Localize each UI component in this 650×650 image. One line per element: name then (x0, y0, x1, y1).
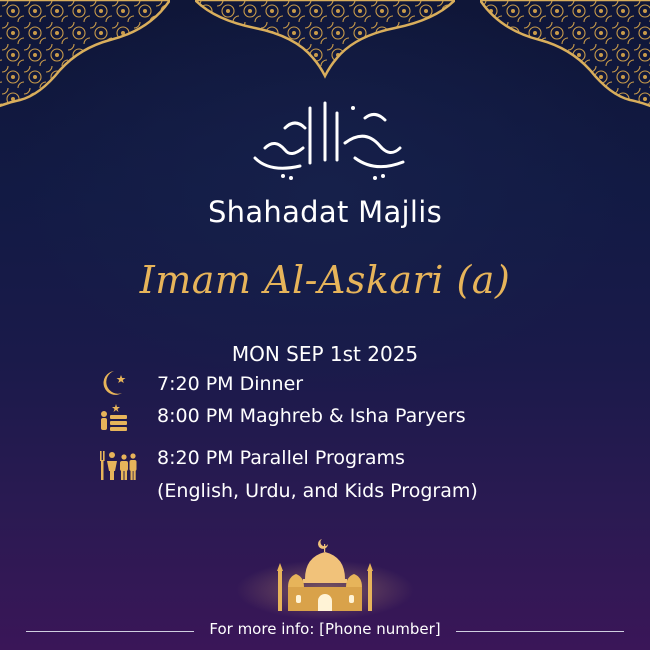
event-title: Shahadat Majlis (207, 195, 443, 229)
event-date: MON SEP 1st 2025 (231, 342, 419, 366)
schedule-text: 8:20 PM Parallel Programs (157, 447, 405, 469)
center-top-ornament (195, 0, 455, 80)
left-corner-ornament (0, 0, 170, 120)
family-dining-icon (98, 448, 138, 484)
arabic-calligraphy (225, 88, 425, 188)
footer-contact: For more info: [Phone number] (209, 620, 441, 638)
schedule-text: 7:20 PM Dinner (157, 373, 304, 395)
mosque-icon (270, 535, 380, 615)
schedule-text-secondary: (English, Urdu, and Kids Program) (157, 480, 478, 502)
prayer-mat-icon (98, 402, 130, 434)
right-corner-ornament (480, 0, 650, 120)
event-subtitle: Imam Al-Askari (a) (139, 258, 511, 302)
schedule-text: 8:00 PM Maghreb & Isha Paryers (157, 405, 466, 427)
crescent-star-icon (98, 368, 130, 398)
